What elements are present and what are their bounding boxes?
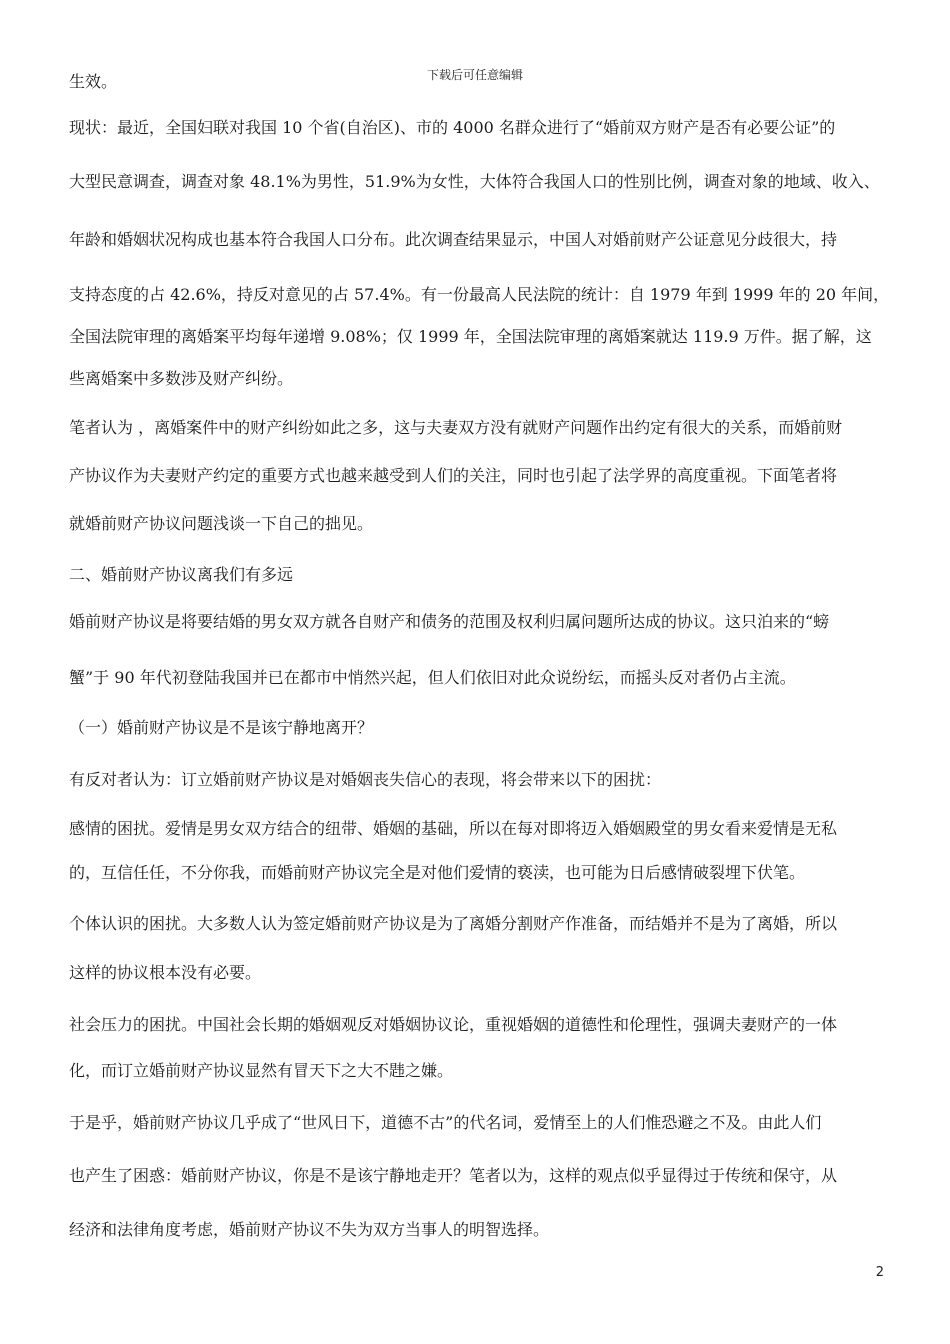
text-line: 于是乎，婚前财产协议几乎成了“世风日下，道德不古”的代名词，爱情至上的人们惟恐避之不及。由此人们 [69, 1113, 822, 1132]
text-line: 这样的协议根本没有必要。 [69, 963, 262, 982]
text-line: 笔者认为 ，离婚案件中的财产纠纷如此之多，这与夫妻双方没有就财产问题作出约定有很大的关系，而婚前财 [69, 418, 843, 437]
text-line: 产协议作为夫妻财产约定的重要方式也越来越受到人们的关注，同时也引起了法学界的高度重视。下面笔者将 [69, 466, 838, 485]
text-line: 现状：最近，全国妇联对我国 10 个省(自治区)、市的 4000 名群众进行了“婚前双方财产是否有必要公证”的 [69, 118, 836, 137]
text-line: 蟹”于 90 年代初登陆我国并已在都市中悄然兴起，但人们依旧对此众说纷纭，而摇头反对者仍占主流。 [69, 668, 796, 687]
text-line: 大型民意调查，调查对象 48.1%为男性，51.9%为女性，大体符合我国人口的性别比例，调查对象的地域、收入、 [69, 172, 880, 191]
text-line: 生效。 [69, 72, 118, 91]
section-heading: 二、婚前财产协议离我们有多远 [69, 565, 294, 584]
text-line: 也产生了困惑：婚前财产协议，你是不是该宁静地走开？笔者以为，这样的观点似乎显得过于传统和保守，从 [69, 1166, 838, 1185]
text-line: 的，互信任任，不分你我，而婚前财产协议完全是对他们爱情的亵渎，也可能为日后感情破裂埋下伏笔。 [69, 863, 806, 882]
text-line: 支持态度的占 42.6%，持反对意见的占 57.4%。有一份最高人民法院的统计：自 1979 年到 1999 年的 20 年间， [69, 285, 890, 304]
page-number: 2 [875, 1265, 884, 1280]
text-line: 全国法院审理的离婚案平均每年递增 9.08%；仅 1999 年，全国法院审理的离婚案就达 119.9 万件。据了解，这 [69, 327, 872, 346]
text-line: 感情的困扰。爱情是男女双方结合的纽带、婚姻的基础，所以在每对即将迈入婚姻殿堂的男女看来爱情是无私 [69, 819, 838, 838]
text-line: 就婚前财产协议问题浅谈一下自己的拙见。 [69, 514, 374, 533]
page-header: 下载后可任意编辑 [426, 68, 523, 82]
text-line: 婚前财产协议是将要结婚的男女双方就各自财产和债务的范围及权利归属问题所达成的协议。这只泊来的“螃 [69, 612, 830, 631]
text-line: 经济和法律角度考虑，婚前财产协议不失为双方当事人的明智选择。 [69, 1220, 550, 1239]
text-line: 些离婚案中多数涉及财产纠纷。 [69, 369, 294, 388]
text-line: 化，而订立婚前财产协议显然有冒天下之大不韪之嫌。 [69, 1061, 454, 1080]
text-line: 个体认识的困扰。大多数人认为签定婚前财产协议是为了离婚分割财产作准备，而结婚并不是为了离婚，所以 [69, 914, 838, 933]
text-line: 有反对者认为：订立婚前财产协议是对婚姻丧失信心的表现，将会带来以下的困扰： [69, 770, 662, 789]
text-line: 年龄和婚姻状况构成也基本符合我国人口分布。此次调查结果显示，中国人对婚前财产公证意见分歧很大，持 [69, 230, 838, 249]
subsection-heading: （一）婚前财产协议是不是该宁静地离开？ [69, 718, 374, 737]
text-line: 社会压力的困扰。中国社会长期的婚姻观反对婚姻协议论，重视婚姻的道德性和伦理性，强调夫妻财产的一体 [69, 1015, 838, 1034]
